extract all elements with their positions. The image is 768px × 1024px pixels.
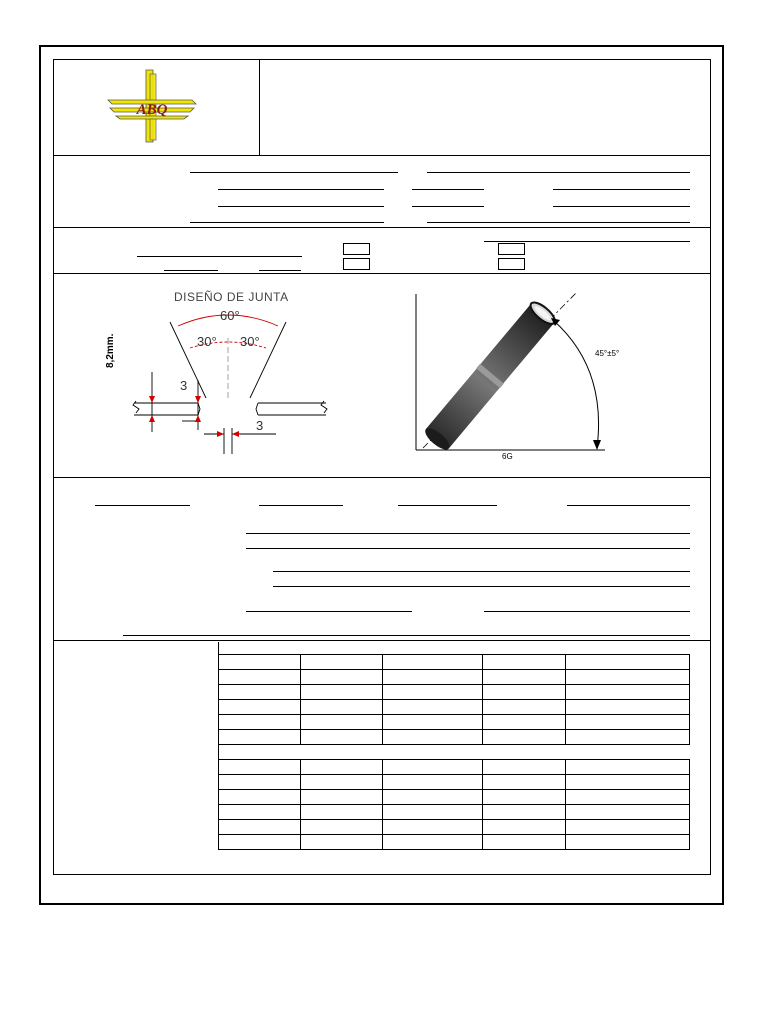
table-cell[interactable]	[300, 775, 382, 790]
table-cell[interactable]	[300, 655, 382, 670]
root-gap-label: 3	[256, 418, 264, 433]
field-line[interactable]	[553, 206, 690, 207]
table-cell[interactable]	[219, 805, 301, 820]
field-line[interactable]	[427, 172, 690, 173]
field-line[interactable]	[553, 189, 690, 190]
table-cell[interactable]	[219, 775, 301, 790]
table-cell[interactable]	[219, 790, 301, 805]
field-line[interactable]	[246, 611, 412, 612]
section-divider-4	[53, 477, 711, 478]
field-line[interactable]	[412, 189, 484, 190]
table-cell[interactable]	[566, 790, 690, 805]
table-cell[interactable]	[483, 715, 566, 730]
table-cell[interactable]	[300, 760, 382, 775]
table-cell[interactable]	[219, 760, 301, 775]
table-cell[interactable]	[566, 805, 690, 820]
table-cell[interactable]	[566, 775, 690, 790]
table-cell[interactable]	[382, 730, 483, 745]
table-cell[interactable]	[483, 805, 566, 820]
field-line[interactable]	[190, 172, 398, 173]
data-table-2	[218, 759, 690, 850]
table-cell[interactable]	[219, 700, 301, 715]
field-line[interactable]	[398, 505, 497, 506]
checkbox[interactable]	[498, 258, 525, 270]
field-line[interactable]	[123, 635, 690, 636]
half-angle-left-label: 30°	[197, 334, 217, 349]
table-cell[interactable]	[300, 700, 382, 715]
table-cell[interactable]	[483, 655, 566, 670]
table-cell[interactable]	[300, 670, 382, 685]
section-divider-5	[53, 640, 711, 641]
table-cell[interactable]	[219, 730, 301, 745]
half-angle-right-label: 30°	[240, 334, 260, 349]
table-cell[interactable]	[219, 670, 301, 685]
field-line[interactable]	[246, 548, 690, 549]
table-row	[219, 775, 690, 790]
position-name-label: 6G	[502, 452, 513, 461]
table-cell[interactable]	[219, 835, 301, 850]
table-cell[interactable]	[483, 775, 566, 790]
table-cell[interactable]	[382, 820, 483, 835]
table-cell[interactable]	[300, 730, 382, 745]
logo-text: ABQ	[136, 102, 168, 118]
table-cell[interactable]	[382, 715, 483, 730]
table-cell[interactable]	[483, 760, 566, 775]
table-row	[219, 760, 690, 775]
table-cell[interactable]	[382, 775, 483, 790]
table-cell[interactable]	[382, 655, 483, 670]
table-row	[219, 700, 690, 715]
table-cell[interactable]	[300, 715, 382, 730]
field-line[interactable]	[190, 222, 384, 223]
position-angle-label: 45°±5°	[595, 349, 620, 358]
field-line[interactable]	[259, 505, 343, 506]
table-cell[interactable]	[483, 700, 566, 715]
field-line[interactable]	[137, 256, 302, 257]
table-cell[interactable]	[566, 700, 690, 715]
field-line[interactable]	[164, 270, 218, 271]
table-row	[219, 730, 690, 745]
checkbox[interactable]	[343, 258, 370, 270]
field-line[interactable]	[95, 505, 190, 506]
table-cell[interactable]	[566, 760, 690, 775]
section-divider-2	[53, 227, 711, 228]
table-cell[interactable]	[566, 655, 690, 670]
page-inner-border	[53, 59, 711, 875]
table-cell[interactable]	[566, 730, 690, 745]
field-line[interactable]	[218, 206, 384, 207]
table-cell[interactable]	[483, 685, 566, 700]
table-cell[interactable]	[566, 670, 690, 685]
table-row	[219, 835, 690, 850]
table-cell[interactable]	[566, 820, 690, 835]
table-cell[interactable]	[483, 730, 566, 745]
table-cell[interactable]	[483, 790, 566, 805]
groove-angle-label: 60°	[220, 308, 240, 323]
checkbox[interactable]	[343, 243, 370, 255]
root-face-label: 3	[180, 378, 188, 393]
joint-design-drawing	[126, 300, 346, 460]
table-cell[interactable]	[382, 835, 483, 850]
table-cell[interactable]	[300, 805, 382, 820]
data-table-1	[218, 654, 690, 745]
section-divider-1	[53, 155, 711, 156]
field-line[interactable]	[246, 533, 690, 534]
table-cell[interactable]	[382, 790, 483, 805]
table-cell[interactable]	[300, 820, 382, 835]
table-row	[219, 715, 690, 730]
table-cell[interactable]	[300, 685, 382, 700]
field-line[interactable]	[218, 189, 384, 190]
table-cell[interactable]	[382, 700, 483, 715]
table-cell[interactable]	[219, 655, 301, 670]
joint-design-title: DISEÑO DE JUNTA	[174, 290, 289, 304]
table-cell[interactable]	[219, 715, 301, 730]
position-6g-drawing	[405, 288, 620, 458]
table-row	[219, 820, 690, 835]
field-line[interactable]	[259, 270, 301, 271]
field-line[interactable]	[484, 611, 690, 612]
table-cell[interactable]	[483, 670, 566, 685]
field-line[interactable]	[273, 586, 690, 587]
field-line[interactable]	[567, 505, 690, 506]
table-cell[interactable]	[300, 790, 382, 805]
table-row	[219, 670, 690, 685]
field-line[interactable]	[412, 206, 484, 207]
table-cell[interactable]	[483, 820, 566, 835]
table-cell[interactable]	[382, 760, 483, 775]
table-row	[219, 805, 690, 820]
field-line[interactable]	[273, 571, 690, 572]
thickness-label: 8,2mm.	[105, 333, 116, 368]
table-row	[219, 790, 690, 805]
table-row	[219, 685, 690, 700]
table-cell[interactable]	[219, 685, 301, 700]
field-line[interactable]	[427, 222, 690, 223]
table-row	[219, 655, 690, 670]
abq-logo	[106, 68, 198, 144]
table-cell[interactable]	[382, 685, 483, 700]
table-cell[interactable]	[566, 835, 690, 850]
table-cell[interactable]	[300, 835, 382, 850]
table-cell[interactable]	[566, 715, 690, 730]
table-cell[interactable]	[483, 835, 566, 850]
header-divider	[259, 59, 260, 155]
table-cell[interactable]	[219, 820, 301, 835]
checkbox[interactable]	[498, 243, 525, 255]
section-divider-3	[53, 273, 711, 274]
table-cell[interactable]	[382, 670, 483, 685]
table-cell[interactable]	[382, 805, 483, 820]
field-line[interactable]	[484, 241, 690, 242]
table-cell[interactable]	[566, 685, 690, 700]
